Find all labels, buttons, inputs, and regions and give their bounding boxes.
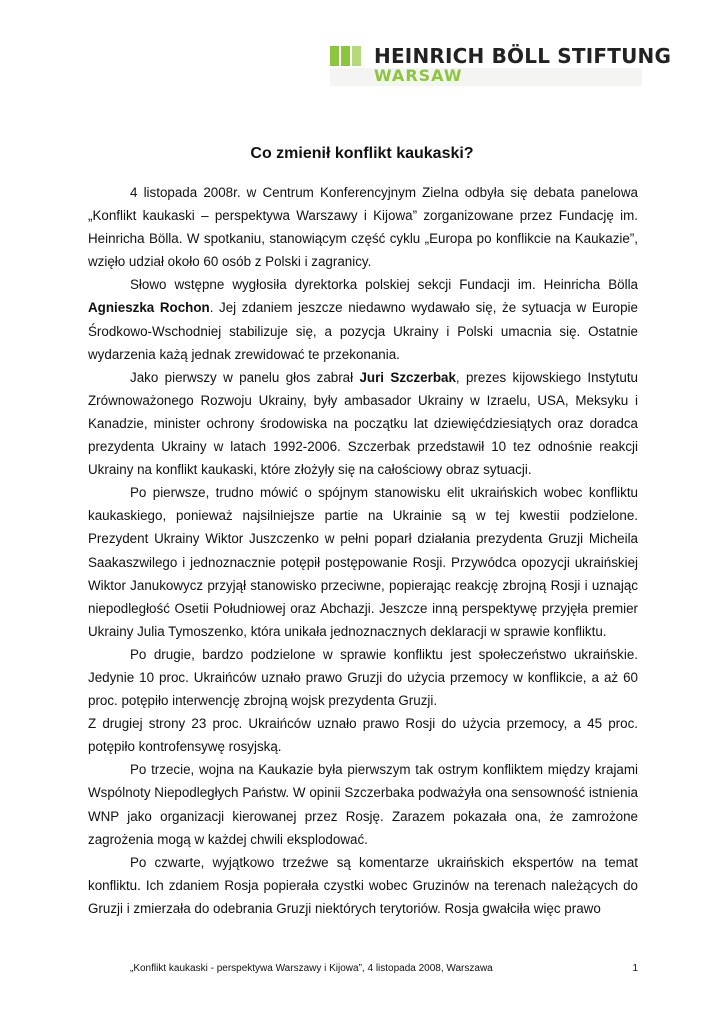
paragraph-3-intro: Jako pierwszy w panelu głos zabrał [130, 369, 360, 385]
paragraph-2 [88, 273, 638, 365]
paragraph-2-rest: . Jej zdaniem jeszcze niedawno wydawało się, że sytuacja w Europie Środkowo-Wschodniej stabilizuje się, a pozycja Ukrainy i Polski umacnia się. Ostatnie wydarzenia każą jednak zrewidować te przekonania. [88, 300, 638, 362]
footer-citation: „Konflikt kaukaski - perspektywa Warszawy i Kijowa”, 4 listopada 2008, Warszawa [130, 963, 493, 974]
paragraph-6: Z drugiej strony 23 proc. Ukraińców uznało prawo Rosji do użycia przemocy, a 45 proc. potępiło kontrofensywę rosyjską. [88, 716, 638, 755]
paragraph-4: Po pierwsze, trudno mówić o spójnym stanowisku elit ukraińskich wobec konfliktu kaukaskiego, ponieważ najsilniejsze partie na Ukrainie są w tej kwestii podzielone. Prezydent Ukrainy Wiktor Juszczenko w pełni poparł działania prezydenta Gruzji Micheila Saakaszwilego i jednoznacznie potępił postępowanie Rosji. Przywódca opozycji ukraińskiej Wiktor Janukowycz przyjął stanowisko przeciwne, popierając reakcję zbrojną Rosji i uznając niepodległość Osetii Południowej oraz Abchazji. Jeszcze inną perspektywę przyjęła premier Ukrainy Julia Tymoszenko, która unikała jednoznacznych deklaracji w sprawie konfliktu. [88, 485, 638, 639]
paragraph-1: 4 listopada 2008r. w Centrum Konferencyjnym Zielna odbyła się debata panelowa „Konflikt kaukaski – perspektywa Warszawy i Kijowa” zorganizowane przez Fundację im. Heinricha Bölla. W spotkaniu, stanowiącym część cyklu „Europa po konflikcie na Kaukazie”, wzięło udział około 60 osób z Polski i zagranicy. [88, 185, 638, 270]
page-number: 1 [632, 963, 638, 974]
document-body [88, 181, 638, 920]
speaker-name-rochon: Agnieszka Rochon [88, 300, 210, 316]
paragraph-2-intro: Słowo wstępne wygłosiła dyrektorka polskiej sekcji Fundacji im. Heinricha Bölla [130, 277, 638, 293]
paragraph-8: Po czwarte, wyjątkowo trzeźwe są komentarze ukraińskich ekspertów na temat konfliktu. Ich zdaniem Rosja popierała czystki wobec Gruzinów na terenach należących do Gruzji i zmierzała do odebrania Gruzji niektórych terytoriów. Rosja gwałciła więc prawo [88, 854, 638, 916]
foundation-logo [330, 44, 672, 88]
document-title: Co zmienił konflikt kaukaski? [250, 145, 474, 162]
paragraph-5: Po drugie, bardzo podzielone w sprawie konfliktu jest społeczeństwo ukraińskie. Jedynie 10 proc. Ukraińców uznało prawo Gruzji do użycia przemocy w konflikcie, a aż 60 proc. potępiło interwencję zbrojną wojsk prezydenta Gruzji. [88, 646, 638, 709]
speaker-name-szczerbak: Juri Szczerbak [359, 369, 456, 385]
logo-bar [352, 46, 361, 66]
logo-bar [341, 46, 350, 66]
paragraph-3-rest: , prezes kijowskiego Instytutu Zrównoważonego Rozwoju Ukrainy, były ambasador Ukrainy w Izraelu, USA, Meksyku i Kanadzie, minister ochrony środowiska na początku lat dziewięćdziesiątych oraz doradca prezydenta Ukrainy w latach 1992-2006. Szczerbak przedstawił 10 tez odnośnie reakcji Ukrainy na konflikt kaukaski, które złożyły się na całościowy obraz sytuacji. [88, 369, 638, 478]
paragraph-3 [88, 366, 638, 481]
logo-name: HEINRICH BÖLL STIFTUNG [374, 44, 672, 68]
logo-bars-icon [330, 46, 370, 66]
logo-bar [330, 46, 339, 66]
logo-city: WARSAW [374, 66, 463, 85]
paragraph-7: Po trzecie, wojna na Kaukazie była pierwszym tak ostrym konfliktem między krajami Wspólnoty Niepodległych Państw. W opinii Szczerbaka podważyła ona sensowność istnienia WNP jako organizacji kierowanej przez Rosję. Zarazem pokazała ona, że zamrożone zagrożenia mogą w każdej chwili eksplodować. [88, 762, 638, 847]
